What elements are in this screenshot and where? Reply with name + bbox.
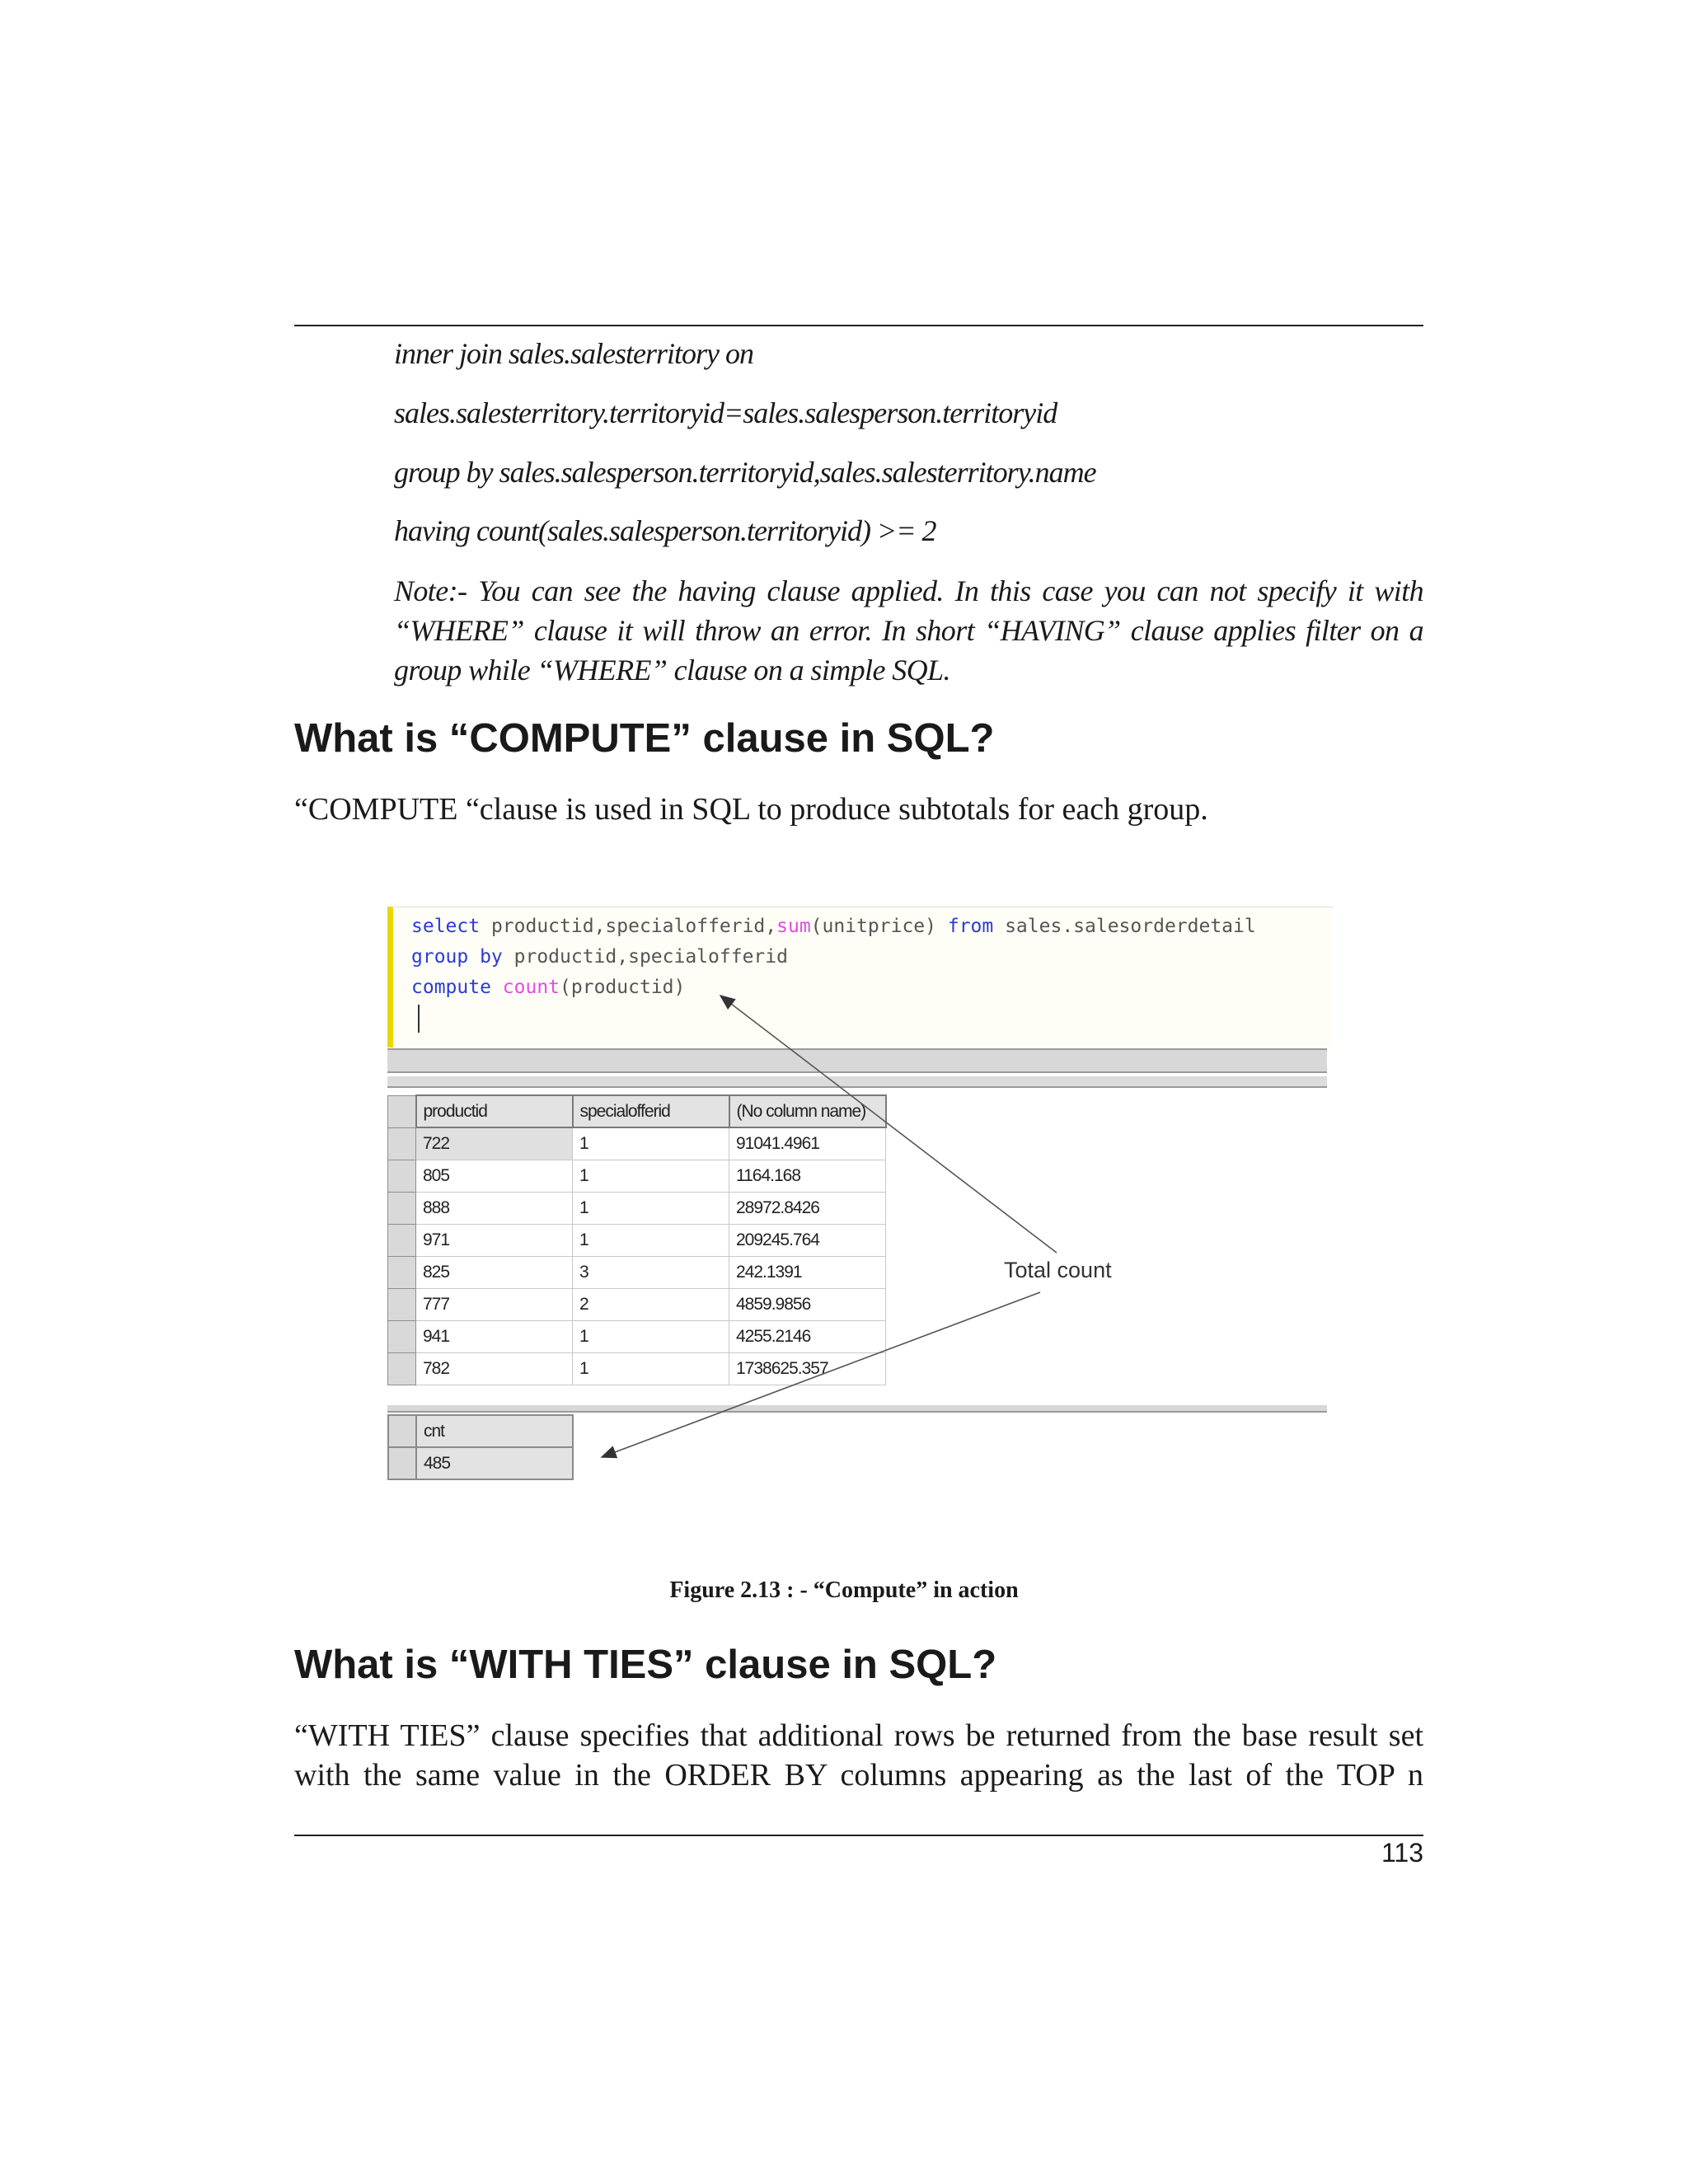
column-header-productid[interactable]: productid xyxy=(416,1095,573,1127)
cell-sum[interactable]: 209245.764 xyxy=(729,1224,886,1256)
cell-sum[interactable]: 4859.9856 xyxy=(729,1288,886,1320)
cell-productid[interactable]: 941 xyxy=(416,1320,573,1352)
cell-sum[interactable]: 91041.4961 xyxy=(729,1127,886,1160)
code-line-3: group by sales.salesperson.territoryid,sales.salesterritory.name xyxy=(394,456,1096,489)
annotation-arrows xyxy=(387,907,1327,1492)
code-line-1: inner join sales.salesterritory on xyxy=(394,337,753,370)
cell-productid[interactable]: 888 xyxy=(416,1192,573,1224)
sql-line-2: group by productid,specialofferid xyxy=(411,946,788,968)
compute-description: “COMPUTE “clause is used in SQL to produce subtotals for each group. xyxy=(294,792,1208,827)
cell-productid[interactable]: 971 xyxy=(416,1224,573,1256)
cell-productid[interactable]: 805 xyxy=(416,1160,573,1192)
column-header-no-column-name[interactable]: (No column name) xyxy=(729,1095,886,1127)
column-header-specialofferid[interactable]: specialofferid xyxy=(573,1095,729,1127)
page-number: 113 xyxy=(1381,1838,1423,1868)
arrow-to-cnt-result xyxy=(602,1292,1040,1457)
cell-specialofferid[interactable]: 1 xyxy=(573,1320,729,1352)
note-paragraph: Note:- You can see the having clause applied. In this case you can not specify it with “WHERE” clause it will throw an error. In short “HAVING” clause applies filter on a group while “WHERE” clause on a simple SQL. xyxy=(394,574,1423,687)
cell-sum[interactable]: 242.1391 xyxy=(729,1256,886,1288)
cell-specialofferid[interactable]: 1 xyxy=(573,1160,729,1192)
cell-sum[interactable]: 1164.168 xyxy=(729,1160,886,1192)
cell-specialofferid[interactable]: 1 xyxy=(573,1224,729,1256)
with-ties-line-1: “WITH TIES” clause specifies that additional rows be returned from the base result set xyxy=(294,1718,1423,1753)
section-heading-with-ties: What is “WITH TIES” clause in SQL? xyxy=(294,1643,997,1687)
section-heading-compute: What is “COMPUTE” clause in SQL? xyxy=(294,716,995,761)
cell-productid[interactable]: 825 xyxy=(416,1256,573,1288)
cell-specialofferid[interactable]: 1 xyxy=(573,1192,729,1224)
sql-line-1: select productid,specialofferid,sum(unitprice) from sales.salesorderdetail xyxy=(411,916,1256,937)
sql-line-3: compute count(productid) xyxy=(411,977,686,998)
figure-caption: Figure 2.13 : - “Compute” in action xyxy=(669,1577,1019,1603)
cell-specialofferid[interactable]: 3 xyxy=(573,1256,729,1288)
cell-cnt[interactable]: 485 xyxy=(416,1447,573,1479)
cell-productid[interactable]: 782 xyxy=(416,1352,573,1385)
code-line-4: having count(sales.salesperson.territoryid) >= 2 xyxy=(394,514,936,547)
cell-sum[interactable]: 4255.2146 xyxy=(729,1320,886,1352)
cell-specialofferid[interactable]: 1 xyxy=(573,1127,729,1160)
total-count-annotation: Total count xyxy=(1004,1258,1112,1282)
footer-rule xyxy=(294,1835,1423,1836)
cell-sum[interactable]: 28972.8426 xyxy=(729,1192,886,1224)
cell-sum[interactable]: 1738625.357 xyxy=(729,1352,886,1385)
cell-productid[interactable]: 777 xyxy=(416,1288,573,1320)
header-rule xyxy=(294,325,1423,326)
arrow-to-compute-clause xyxy=(720,996,1057,1253)
cell-specialofferid[interactable]: 2 xyxy=(573,1288,729,1320)
code-line-2: sales.salesterritory.territoryid=sales.salesperson.territoryid xyxy=(394,396,1057,429)
with-ties-line-2: with the same value in the ORDER BY columns appearing as the last of the TOP n xyxy=(294,1758,1423,1793)
compute-screenshot xyxy=(387,907,1327,1492)
column-header-cnt[interactable]: cnt xyxy=(416,1415,573,1447)
cell-productid[interactable]: 722 xyxy=(416,1127,573,1160)
cell-specialofferid[interactable]: 1 xyxy=(573,1352,729,1385)
